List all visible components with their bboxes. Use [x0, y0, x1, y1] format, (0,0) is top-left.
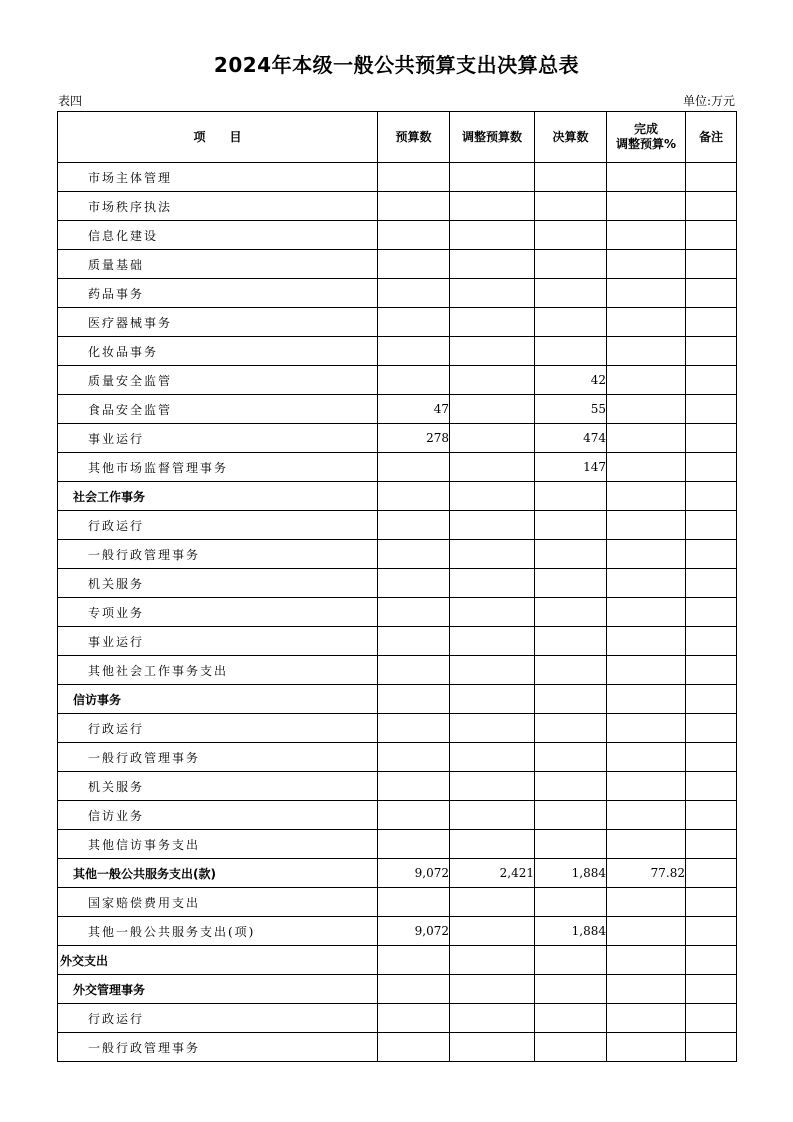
remark-cell	[686, 801, 737, 830]
adjusted-budget-cell	[450, 482, 535, 511]
remark-cell	[686, 917, 737, 946]
item-name-cell: 事业运行	[58, 627, 378, 656]
item-name-cell: 信息化建设	[58, 221, 378, 250]
completion-rate-cell	[607, 656, 686, 685]
final-amount-cell	[535, 250, 607, 279]
final-amount-cell: 474	[535, 424, 607, 453]
budget-cell	[378, 337, 450, 366]
final-amount-cell	[535, 685, 607, 714]
final-amount-cell	[535, 772, 607, 801]
table-row	[58, 221, 737, 250]
budget-cell	[378, 453, 450, 482]
table-row	[58, 772, 737, 801]
adjusted-budget-cell	[450, 221, 535, 250]
final-amount-cell: 147	[535, 453, 607, 482]
item-name-cell: 行政运行	[58, 511, 378, 540]
item-name-cell: 事业运行	[58, 424, 378, 453]
adjusted-budget-cell	[450, 743, 535, 772]
final-amount-cell	[535, 656, 607, 685]
final-amount-cell	[535, 163, 607, 192]
table-row	[58, 743, 737, 772]
remark-cell	[686, 395, 737, 424]
item-name-cell: 外交支出	[58, 946, 378, 975]
adjusted-budget-cell	[450, 946, 535, 975]
completion-rate-cell	[607, 308, 686, 337]
item-name-cell: 行政运行	[58, 1004, 378, 1033]
completion-rate-cell	[607, 221, 686, 250]
budget-cell	[378, 221, 450, 250]
table-row	[58, 714, 737, 743]
completion-rate-cell	[607, 627, 686, 656]
adjusted-budget-cell	[450, 250, 535, 279]
remark-cell	[686, 511, 737, 540]
remark-cell	[686, 598, 737, 627]
table-row	[58, 1033, 737, 1062]
final-amount-cell	[535, 830, 607, 859]
header-completion	[607, 112, 686, 163]
table-row	[58, 917, 737, 946]
adjusted-budget-cell	[450, 627, 535, 656]
final-amount-cell	[535, 569, 607, 598]
item-name-cell: 社会工作事务	[58, 482, 378, 511]
table-row	[58, 395, 737, 424]
table-row	[58, 859, 737, 888]
remark-cell	[686, 888, 737, 917]
header-completion-line1: 完成	[633, 122, 658, 136]
adjusted-budget-cell	[450, 569, 535, 598]
item-name-cell: 市场主体管理	[58, 163, 378, 192]
adjusted-budget-cell	[450, 163, 535, 192]
budget-cell	[378, 250, 450, 279]
table-body	[58, 163, 737, 1062]
budget-cell	[378, 975, 450, 1004]
budget-cell	[378, 946, 450, 975]
table-row	[58, 598, 737, 627]
final-amount-cell	[535, 511, 607, 540]
item-name-cell: 一般行政管理事务	[58, 1033, 378, 1062]
budget-cell	[378, 830, 450, 859]
completion-rate-cell	[607, 772, 686, 801]
completion-rate-cell	[607, 975, 686, 1004]
table-row	[58, 424, 737, 453]
completion-rate-cell	[607, 395, 686, 424]
budget-cell	[378, 163, 450, 192]
adjusted-budget-cell	[450, 598, 535, 627]
remark-cell	[686, 366, 737, 395]
adjusted-budget-cell	[450, 772, 535, 801]
budget-cell: 47	[378, 395, 450, 424]
adjusted-budget-cell	[450, 540, 535, 569]
item-name-cell: 机关服务	[58, 772, 378, 801]
table-row	[58, 540, 737, 569]
table-row	[58, 1004, 737, 1033]
unit-label: 单位:万元	[682, 94, 735, 108]
adjusted-budget-cell	[450, 917, 535, 946]
budget-cell	[378, 540, 450, 569]
remark-cell	[686, 453, 737, 482]
adjusted-budget-cell	[450, 366, 535, 395]
header-adjusted: 调整预算数	[450, 112, 535, 163]
budget-cell	[378, 714, 450, 743]
adjusted-budget-cell: 2,421	[450, 859, 535, 888]
completion-rate-cell	[607, 685, 686, 714]
final-amount-cell	[535, 221, 607, 250]
final-amount-cell: 1,884	[535, 917, 607, 946]
table-row	[58, 250, 737, 279]
final-amount-cell: 42	[535, 366, 607, 395]
item-name-cell: 信访业务	[58, 801, 378, 830]
final-amount-cell	[535, 308, 607, 337]
remark-cell	[686, 163, 737, 192]
item-name-cell: 市场秩序执法	[58, 192, 378, 221]
remark-cell	[686, 1033, 737, 1062]
completion-rate-cell	[607, 482, 686, 511]
remark-cell	[686, 714, 737, 743]
remark-cell	[686, 279, 737, 308]
table-number: 表四	[58, 94, 83, 108]
completion-rate-cell	[607, 801, 686, 830]
completion-rate-cell	[607, 598, 686, 627]
budget-cell	[378, 569, 450, 598]
adjusted-budget-cell	[450, 656, 535, 685]
remark-cell	[686, 250, 737, 279]
adjusted-budget-cell	[450, 1004, 535, 1033]
final-amount-cell	[535, 482, 607, 511]
table-row	[58, 366, 737, 395]
table-row	[58, 163, 737, 192]
table-row	[58, 801, 737, 830]
item-name-cell: 一般行政管理事务	[58, 743, 378, 772]
final-amount-cell	[535, 279, 607, 308]
table-row	[58, 685, 737, 714]
header-final: 决算数	[535, 112, 607, 163]
completion-rate-cell	[607, 511, 686, 540]
budget-cell	[378, 772, 450, 801]
remark-cell	[686, 192, 737, 221]
item-name-cell: 医疗器械事务	[58, 308, 378, 337]
remark-cell	[686, 946, 737, 975]
table-row	[58, 308, 737, 337]
remark-cell	[686, 308, 737, 337]
final-amount-cell	[535, 598, 607, 627]
completion-rate-cell	[607, 192, 686, 221]
budget-cell	[378, 192, 450, 221]
adjusted-budget-cell	[450, 975, 535, 1004]
remark-cell	[686, 743, 737, 772]
item-name-cell: 化妆品事务	[58, 337, 378, 366]
table-row	[58, 192, 737, 221]
item-name-cell: 国家赔偿费用支出	[58, 888, 378, 917]
item-name-cell: 其他市场监督管理事务	[58, 453, 378, 482]
table-row	[58, 627, 737, 656]
final-amount-cell	[535, 1033, 607, 1062]
budget-cell	[378, 801, 450, 830]
table-row	[58, 279, 737, 308]
header-row	[58, 112, 737, 163]
completion-rate-cell	[607, 453, 686, 482]
budget-cell	[378, 888, 450, 917]
completion-rate-cell	[607, 917, 686, 946]
table-row	[58, 830, 737, 859]
adjusted-budget-cell	[450, 395, 535, 424]
item-name-cell: 质量安全监管	[58, 366, 378, 395]
budget-cell	[378, 308, 450, 337]
adjusted-budget-cell	[450, 511, 535, 540]
remark-cell	[686, 859, 737, 888]
remark-cell	[686, 1004, 737, 1033]
final-amount-cell	[535, 714, 607, 743]
adjusted-budget-cell	[450, 830, 535, 859]
header-item: 项 目	[58, 112, 378, 163]
completion-rate-cell	[607, 279, 686, 308]
remark-cell	[686, 482, 737, 511]
item-name-cell: 信访事务	[58, 685, 378, 714]
completion-rate-cell	[607, 743, 686, 772]
item-name-cell: 其他一般公共服务支出(款)	[58, 859, 378, 888]
header-remark: 备注	[686, 112, 737, 163]
table-row	[58, 888, 737, 917]
budget-cell	[378, 1004, 450, 1033]
remark-cell	[686, 772, 737, 801]
item-name-cell: 机关服务	[58, 569, 378, 598]
header-completion-line2: 调整预算%	[615, 137, 677, 151]
budget-cell	[378, 656, 450, 685]
adjusted-budget-cell	[450, 192, 535, 221]
item-name-cell: 质量基础	[58, 250, 378, 279]
completion-rate-cell	[607, 830, 686, 859]
table-header	[58, 112, 737, 163]
adjusted-budget-cell	[450, 1033, 535, 1062]
budget-cell	[378, 366, 450, 395]
budget-cell	[378, 279, 450, 308]
final-amount-cell	[535, 801, 607, 830]
item-name-cell: 其他社会工作事务支出	[58, 656, 378, 685]
final-amount-cell: 1,884	[535, 859, 607, 888]
completion-rate-cell	[607, 714, 686, 743]
adjusted-budget-cell	[450, 888, 535, 917]
item-name-cell: 一般行政管理事务	[58, 540, 378, 569]
remark-cell	[686, 975, 737, 1004]
budget-cell	[378, 1033, 450, 1062]
item-name-cell: 专项业务	[58, 598, 378, 627]
table-row	[58, 511, 737, 540]
completion-rate-cell	[607, 540, 686, 569]
table-row	[58, 453, 737, 482]
completion-rate-cell	[607, 337, 686, 366]
completion-rate-cell	[607, 250, 686, 279]
adjusted-budget-cell	[450, 308, 535, 337]
table-row	[58, 569, 737, 598]
adjusted-budget-cell	[450, 424, 535, 453]
remark-cell	[686, 540, 737, 569]
table-row	[58, 946, 737, 975]
budget-cell	[378, 598, 450, 627]
item-name-cell: 其他信访事务支出	[58, 830, 378, 859]
budget-cell: 9,072	[378, 859, 450, 888]
table-row	[58, 975, 737, 1004]
item-name-cell: 药品事务	[58, 279, 378, 308]
budget-table	[57, 111, 737, 1062]
remark-cell	[686, 221, 737, 250]
final-amount-cell	[535, 1004, 607, 1033]
budget-cell: 278	[378, 424, 450, 453]
remark-cell	[686, 569, 737, 598]
final-amount-cell	[535, 946, 607, 975]
budget-cell	[378, 511, 450, 540]
remark-cell	[686, 685, 737, 714]
budget-cell	[378, 627, 450, 656]
budget-cell	[378, 743, 450, 772]
completion-rate-cell	[607, 888, 686, 917]
table-row	[58, 656, 737, 685]
adjusted-budget-cell	[450, 337, 535, 366]
completion-rate-cell	[607, 946, 686, 975]
budget-cell	[378, 685, 450, 714]
adjusted-budget-cell	[450, 279, 535, 308]
completion-rate-cell	[607, 424, 686, 453]
completion-rate-cell	[607, 366, 686, 395]
table-row	[58, 482, 737, 511]
table-row	[58, 337, 737, 366]
final-amount-cell	[535, 192, 607, 221]
final-amount-cell	[535, 627, 607, 656]
completion-rate-cell	[607, 163, 686, 192]
remark-cell	[686, 830, 737, 859]
remark-cell	[686, 337, 737, 366]
page-title: 2024年本级一般公共预算支出决算总表	[213, 53, 580, 77]
adjusted-budget-cell	[450, 714, 535, 743]
adjusted-budget-cell	[450, 685, 535, 714]
final-amount-cell	[535, 337, 607, 366]
budget-cell	[378, 482, 450, 511]
item-name-cell: 食品安全监管	[58, 395, 378, 424]
item-name-cell: 行政运行	[58, 714, 378, 743]
header-budget: 预算数	[378, 112, 450, 163]
final-amount-cell: 55	[535, 395, 607, 424]
remark-cell	[686, 424, 737, 453]
final-amount-cell	[535, 540, 607, 569]
final-amount-cell	[535, 975, 607, 1004]
item-name-cell: 其他一般公共服务支出(项)	[58, 917, 378, 946]
remark-cell	[686, 627, 737, 656]
completion-rate-cell: 77.82	[607, 859, 686, 888]
final-amount-cell	[535, 888, 607, 917]
completion-rate-cell	[607, 1033, 686, 1062]
adjusted-budget-cell	[450, 453, 535, 482]
completion-rate-cell	[607, 1004, 686, 1033]
item-name-cell: 外交管理事务	[58, 975, 378, 1004]
completion-rate-cell	[607, 569, 686, 598]
budget-cell: 9,072	[378, 917, 450, 946]
final-amount-cell	[535, 743, 607, 772]
adjusted-budget-cell	[450, 801, 535, 830]
remark-cell	[686, 656, 737, 685]
